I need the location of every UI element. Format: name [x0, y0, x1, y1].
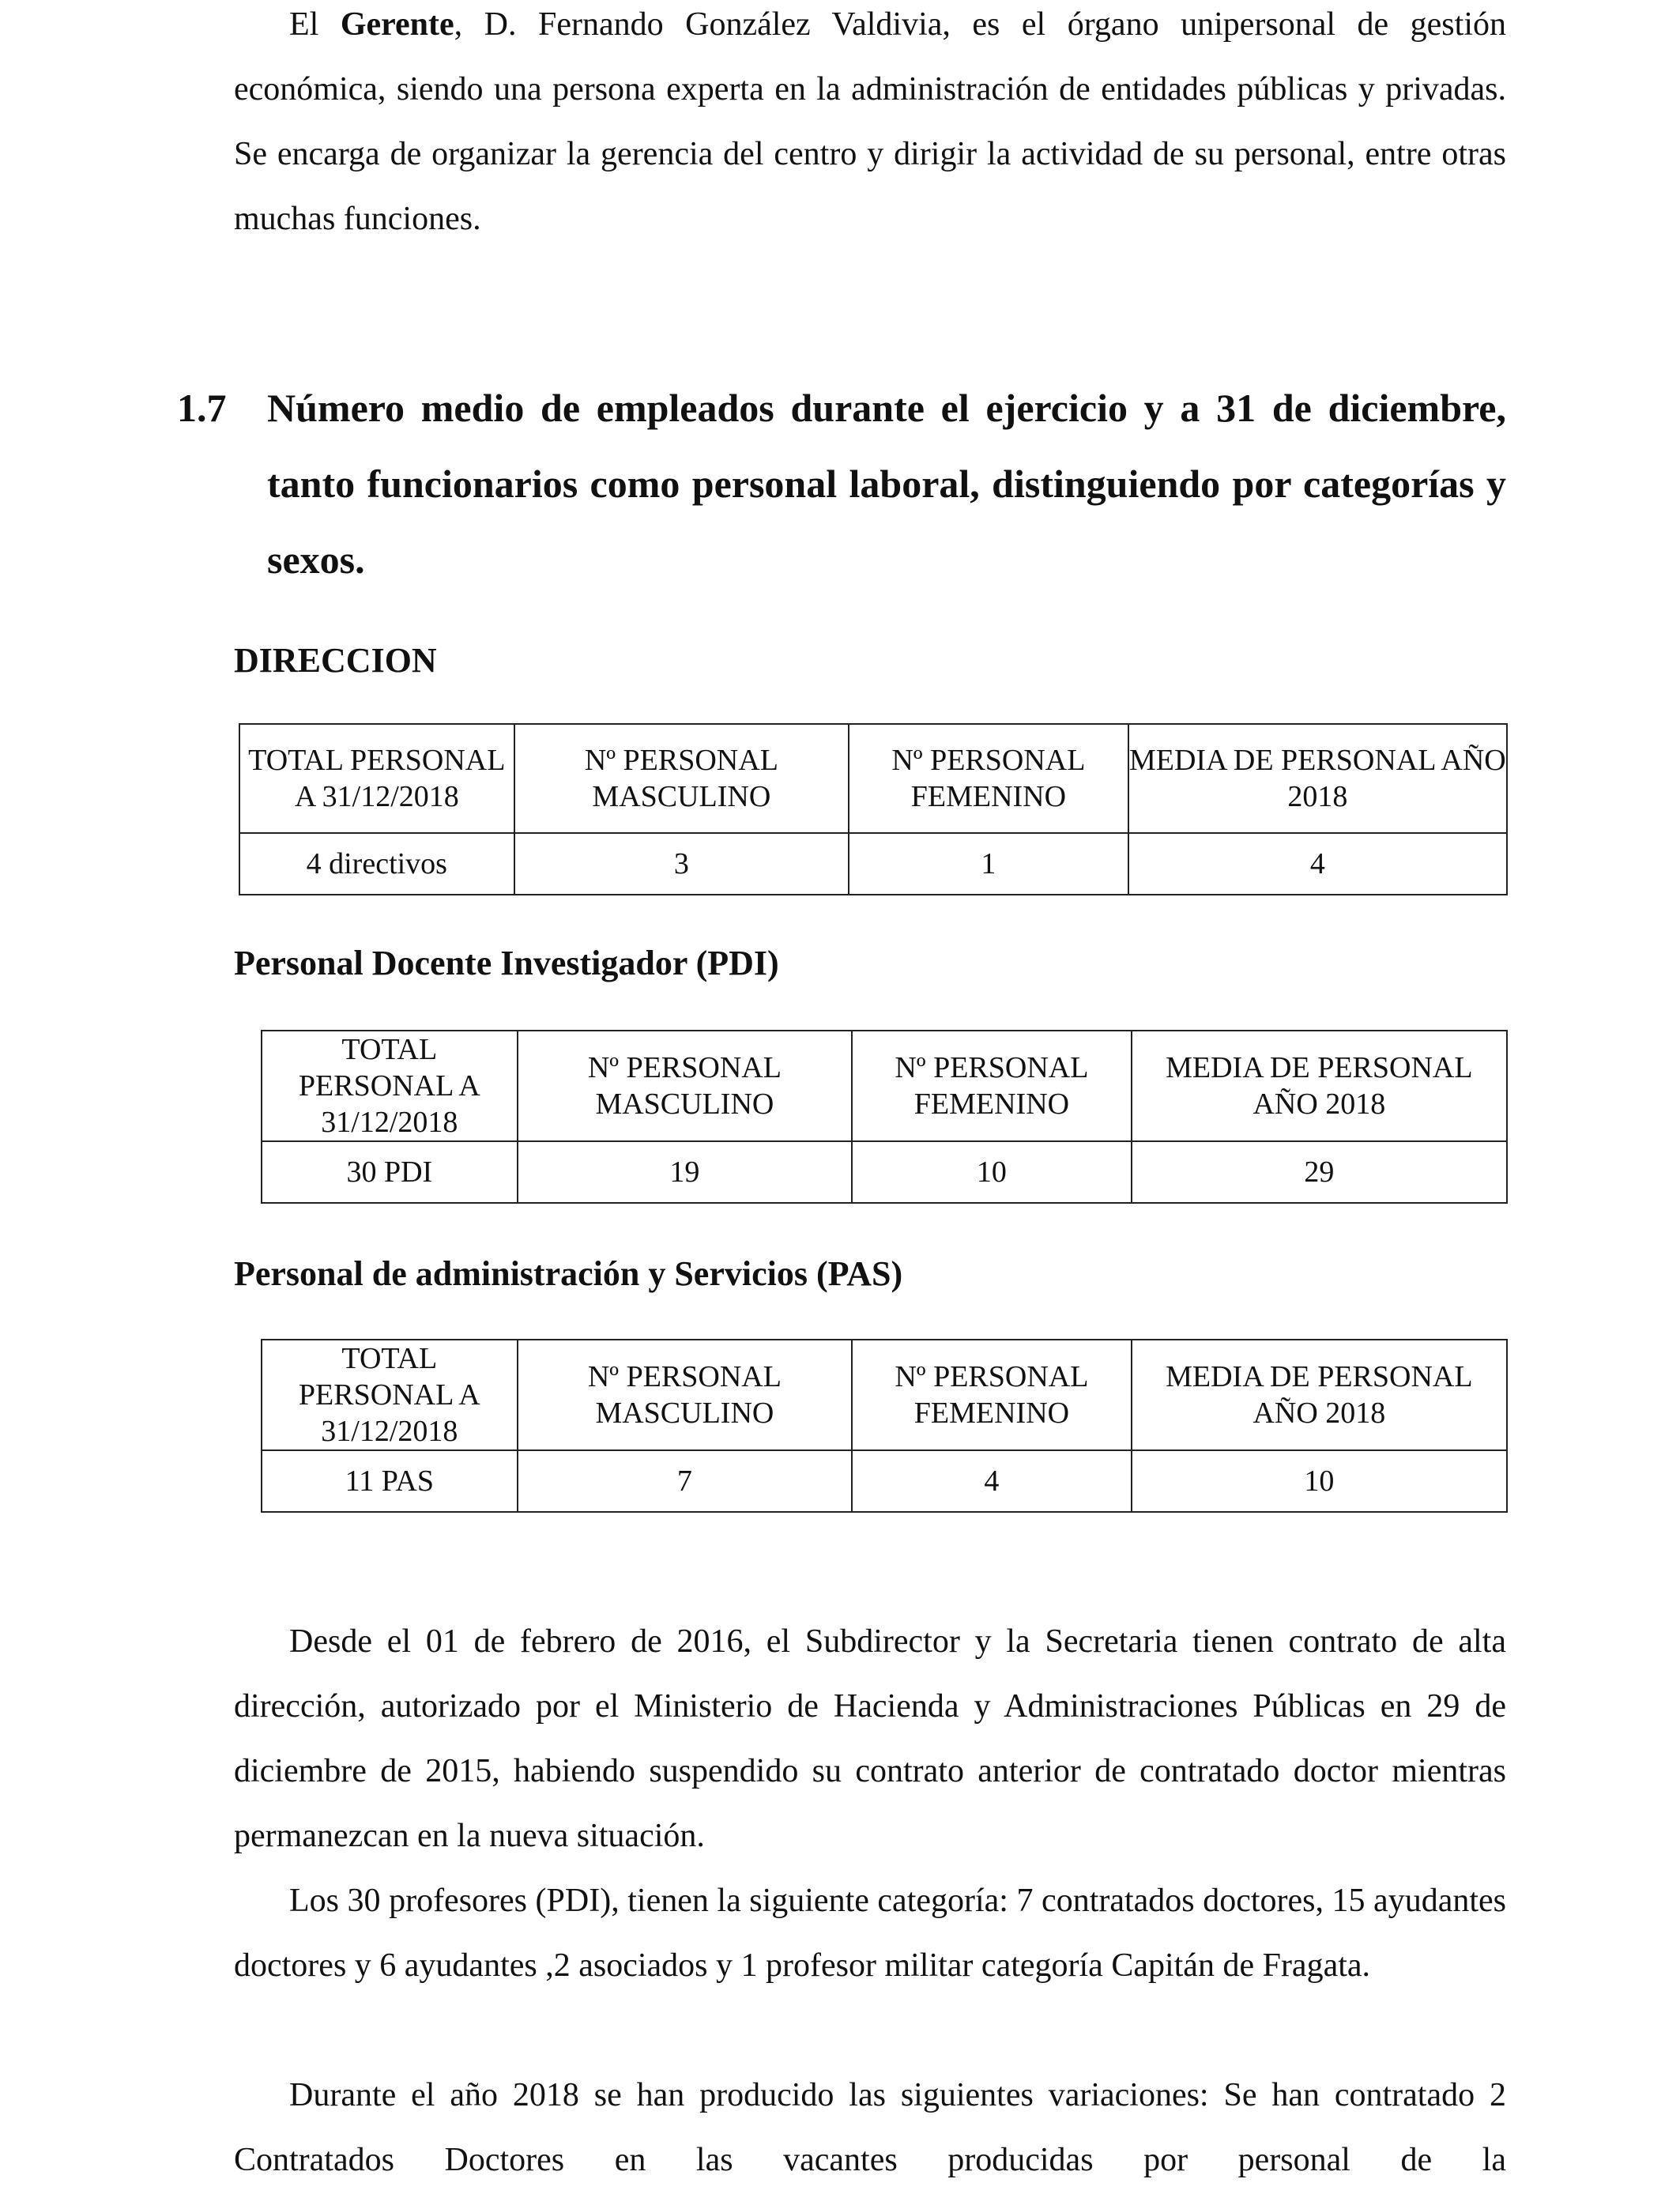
value-masculino: 7 — [518, 1450, 852, 1512]
table-header-row — [262, 1031, 1507, 1141]
header-media: MEDIA DE PERSONAL AÑO 2018 — [1132, 1340, 1507, 1450]
header-total: TOTAL PERSONAL A 31/12/2018 — [262, 1340, 518, 1450]
table-title-pdi: Personal Docente Investigador (PDI) — [234, 944, 779, 982]
paragraph-alta-direccion: Desde el 01 de febrero de 2016, el Subdirector y la Secretaria tienen contrato de alta dirección, autorizado por el Ministerio de Hacienda y Administraciones Públicas en 29 de diciembre de 2015, habiendo suspendido su contrato anterior de contratado doctor mientras permanezcan en la nueva situación. — [234, 1623, 1506, 1854]
value-femenino: 10 — [852, 1141, 1132, 1203]
value-masculino: 19 — [518, 1141, 852, 1203]
table-title-direccion: DIRECCION — [234, 641, 437, 680]
value-media: 29 — [1132, 1141, 1507, 1203]
paragraph-profesores: Los 30 profesores (PDI), tienen la siguiente categoría: 7 contratados doctores, 15 ayudantes doctores y 6 ayudantes ,2 asociados y 1 profesor militar categoría Capitán de Fragata. — [234, 1883, 1506, 1984]
intro-text: , D. Fernando González Valdivia, es el órgano unipersonal de gestión económica, siendo una persona experta en la administración de entidades públicas y privadas. Se encarga de organizar la gerencia del centro y dirigir la actividad de su personal, entre otras muchas funciones. — [234, 6, 1506, 237]
section-number: 1.7 — [177, 386, 227, 430]
value-total: 11 PAS — [262, 1450, 518, 1512]
table-row — [262, 1450, 1507, 1512]
header-masculino: Nº PERSONAL MASCULINO — [518, 1031, 852, 1141]
header-masculino: Nº PERSONAL MASCULINO — [514, 724, 849, 833]
header-femenino: Nº PERSONAL FEMENINO — [852, 1031, 1132, 1141]
table-header-row — [262, 1340, 1507, 1450]
value-media: 10 — [1132, 1450, 1507, 1512]
value-total: 4 directivos — [239, 833, 514, 895]
intro-prefix: El — [289, 6, 341, 43]
intro-paragraph — [234, 0, 1506, 251]
table-row — [262, 1141, 1507, 1203]
table-title-pas: Personal de administración y Servicios (PAS) — [234, 1254, 903, 1293]
table-row — [239, 833, 1507, 895]
section-heading — [177, 370, 1506, 598]
section-title: Número medio de empleados durante el ejercicio y a 31 de diciembre, tanto funcionarios como personal laboral, distinguiendo por categorías y sexos. — [267, 386, 1506, 582]
table-header-row — [239, 724, 1507, 833]
value-masculino: 3 — [514, 833, 849, 895]
value-femenino: 1 — [849, 833, 1128, 895]
header-femenino: Nº PERSONAL FEMENINO — [849, 724, 1128, 833]
header-media: MEDIA DE PERSONAL AÑO 2018 — [1128, 724, 1507, 833]
table-pdi — [261, 1030, 1508, 1204]
table-pas — [261, 1339, 1508, 1513]
header-femenino: Nº PERSONAL FEMENINO — [852, 1340, 1132, 1450]
value-total: 30 PDI — [262, 1141, 518, 1203]
value-femenino: 4 — [852, 1450, 1132, 1512]
value-media: 4 — [1128, 833, 1507, 895]
table-direccion — [239, 723, 1508, 895]
paragraph-variaciones: Durante el año 2018 se han producido las siguientes variaciones: Se han contratado 2 Contratados Doctores en las vacantes producidas por personal de la — [234, 2077, 1506, 2178]
header-total: TOTAL PERSONAL A 31/12/2018 — [239, 724, 514, 833]
intro-role: Gerente — [340, 6, 454, 43]
header-media: MEDIA DE PERSONAL AÑO 2018 — [1132, 1031, 1507, 1141]
header-masculino: Nº PERSONAL MASCULINO — [518, 1340, 852, 1450]
header-total: TOTAL PERSONAL A 31/12/2018 — [262, 1031, 518, 1141]
